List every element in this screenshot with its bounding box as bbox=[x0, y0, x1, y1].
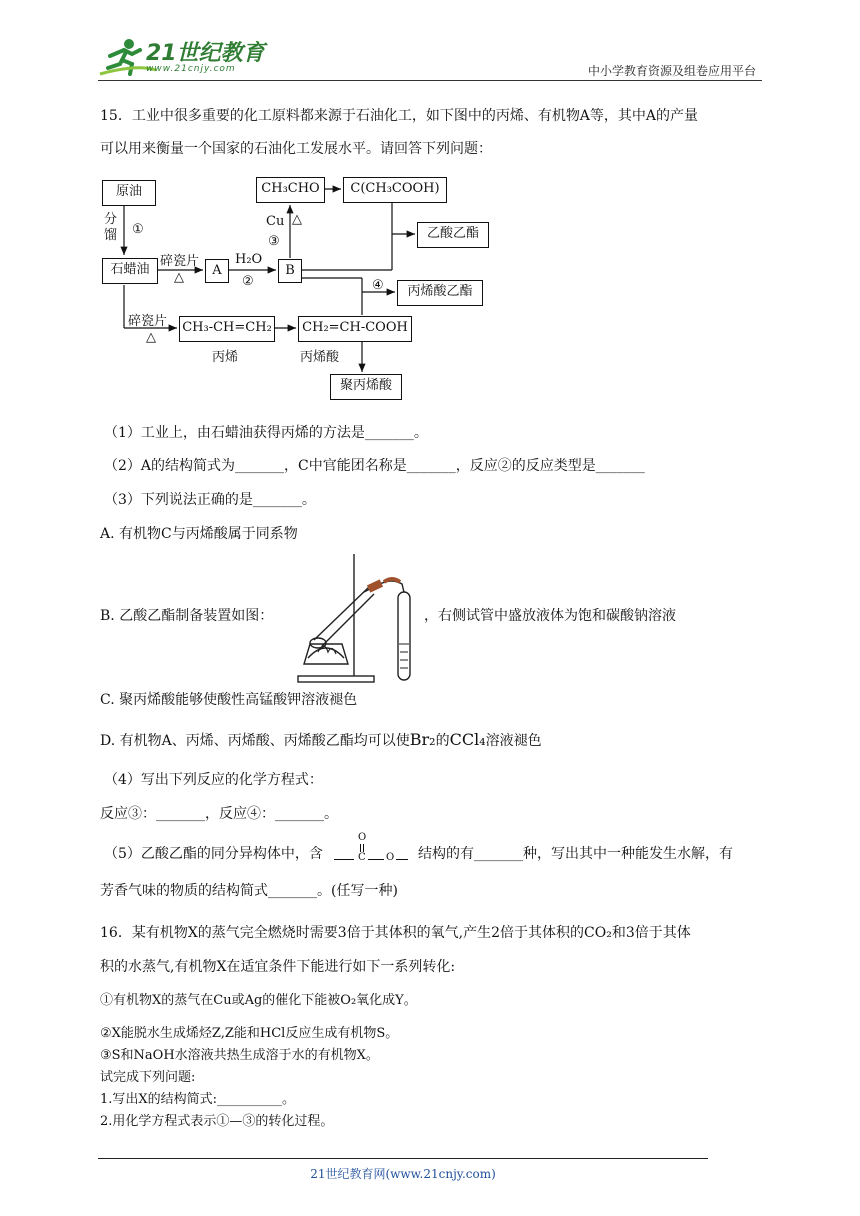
structure-double-bond bbox=[360, 844, 362, 852]
apparatus-icon bbox=[288, 548, 418, 688]
option-d-suffix: 溶液褪色 bbox=[485, 733, 542, 749]
structure-carbonyl-o: O bbox=[358, 832, 367, 843]
q16-statement-2: ②X能脱水生成烯烃Z,Z能和HCl反应生成有机物S。 bbox=[100, 1026, 399, 1041]
ester-apparatus-image bbox=[288, 548, 418, 688]
q16-statement-1: ①有机物X的蒸气在Cu或Ag的催化下能被O₂氧化成Y。 bbox=[100, 993, 417, 1008]
q16-question-2: 2.用化学方程式表示①—③的转化过程。 bbox=[100, 1114, 334, 1129]
footer-rule bbox=[98, 1158, 708, 1159]
header-platform-text: 中小学教育资源及组卷应用平台 bbox=[587, 64, 756, 78]
structure-bond-left bbox=[334, 859, 354, 860]
label-porcelain-1: 碎瓷片 bbox=[160, 254, 200, 269]
q16-prompt: 试完成下列问题: bbox=[100, 1070, 196, 1085]
structure-bond-right bbox=[396, 859, 408, 860]
q16-intro-2: 积的水蒸气,有机物X在适宜条件下能进行如下一系列转化: bbox=[100, 959, 456, 975]
q15-part-4: （4）写出下列反应的化学方程式： bbox=[104, 772, 323, 788]
structure-double-bond-2 bbox=[363, 844, 365, 852]
ester-group-structure bbox=[334, 832, 410, 866]
q15-part-4-answers: 反应③：_______，反应④：_______。 bbox=[100, 806, 338, 822]
q15-intro-2: 可以用来衡量一个国家的石油化工发展水平。请回答下列问题： bbox=[100, 141, 492, 157]
q15-intro-1: 15．工业中很多重要的化工原料都来源于石油化工，如下图中的丙烯、有机物A等，其中A的产量 bbox=[100, 108, 699, 124]
option-d-br2: Br₂ bbox=[409, 730, 436, 749]
node-propene: CH₃-CH=CH₂ bbox=[179, 316, 275, 342]
q15-part-5-prefix: （5）乙酸乙酯的同分异构体中，含 bbox=[104, 846, 323, 862]
label-porcelain-2: 碎瓷片 bbox=[128, 314, 168, 329]
q15-part-2: （2）A的结构简式为_______，C中官能团名称是_______，反应②的反应类型是_______ bbox=[104, 458, 645, 474]
label-heat-1: △ bbox=[174, 270, 184, 285]
diagram-connectors bbox=[0, 0, 860, 420]
node-a: A bbox=[205, 259, 229, 283]
structure-ether-o: O bbox=[386, 852, 395, 863]
option-d-ccl4: CCl₄ bbox=[449, 730, 486, 749]
logo-title: 21世纪教育 bbox=[146, 41, 265, 66]
label-heat-2: △ bbox=[146, 330, 156, 345]
q16-intro-1: 16．某有机物X的蒸气完全燃烧时需要3倍于其体积的氧气,产生2倍于其体积的CO₂和3倍于其体 bbox=[100, 925, 691, 941]
node-paraffin-oil: 石蜡油 bbox=[102, 258, 158, 284]
q15-part-1: （1）工业上，由石蜡油获得丙烯的方法是_______。 bbox=[104, 425, 428, 441]
q15-option-b-prefix: B. 乙酸乙酯制备装置如图： bbox=[100, 608, 274, 624]
label-water: H₂O bbox=[235, 252, 263, 267]
label-acrylic-acid: 丙烯酸 bbox=[300, 350, 340, 365]
label-cu: Cu bbox=[266, 214, 285, 229]
label-step-2: ② bbox=[242, 274, 254, 289]
reaction-diagram bbox=[0, 0, 860, 420]
label-heat-cu: △ bbox=[292, 212, 302, 227]
q15-part-5-suffix: 结构的有_______种，写出其中一种能发生水解，有 bbox=[418, 846, 733, 862]
q16-statement-3: ③S和NaOH水溶液共热生成溶于水的有机物X。 bbox=[100, 1048, 379, 1063]
q15-option-b-suffix: ，右侧试管中盛放液体为饱和碳酸钠溶液 bbox=[424, 608, 676, 624]
q15-option-a: A. 有机物C与丙烯酸属于同系物 bbox=[100, 526, 298, 542]
label-step-4: ④ bbox=[372, 278, 384, 293]
node-ethyl-acetate: 乙酸乙酯 bbox=[417, 222, 489, 248]
node-acrylic-acid: CH₂=CH-COOH bbox=[298, 316, 412, 342]
footer-text: 21世纪教育网(www.21cnjy.com) bbox=[310, 1167, 496, 1181]
node-ethyl-acrylate: 丙烯酸乙酯 bbox=[397, 280, 483, 306]
option-d-mid: 的 bbox=[435, 733, 450, 749]
node-crude-oil: 原油 bbox=[102, 180, 156, 206]
label-propene: 丙烯 bbox=[212, 350, 239, 365]
option-d-prefix: D. 有机物A、丙烯、丙烯酸、丙烯酸乙酯均可以使 bbox=[100, 733, 410, 749]
node-c-acetic-acid: C(CH₃COOH) bbox=[343, 177, 447, 203]
logo-url: www.21cnjy.com bbox=[146, 64, 236, 74]
node-polyacrylic-acid: 聚丙烯酸 bbox=[330, 374, 402, 400]
q16-question-1: 1.写出X的结构简式:__________。 bbox=[100, 1092, 296, 1107]
q15-option-c: C. 聚丙烯酸能够使酸性高锰酸钾溶液褪色 bbox=[100, 692, 358, 708]
node-acetaldehyde: CH₃CHO bbox=[256, 177, 325, 203]
q15-part-5-line-2: 芳香气味的物质的结构简式_______。(任写一种) bbox=[100, 883, 398, 899]
node-b: B bbox=[278, 259, 302, 283]
label-step-1: ① bbox=[132, 222, 144, 237]
structure-bond-mid bbox=[368, 859, 384, 860]
structure-carbon: C bbox=[358, 852, 366, 863]
label-step-3: ③ bbox=[268, 234, 280, 249]
q15-option-d bbox=[100, 730, 542, 751]
q15-part-3: （3）下列说法正确的是_______。 bbox=[104, 492, 316, 508]
label-distill: 分馏 bbox=[104, 212, 118, 243]
